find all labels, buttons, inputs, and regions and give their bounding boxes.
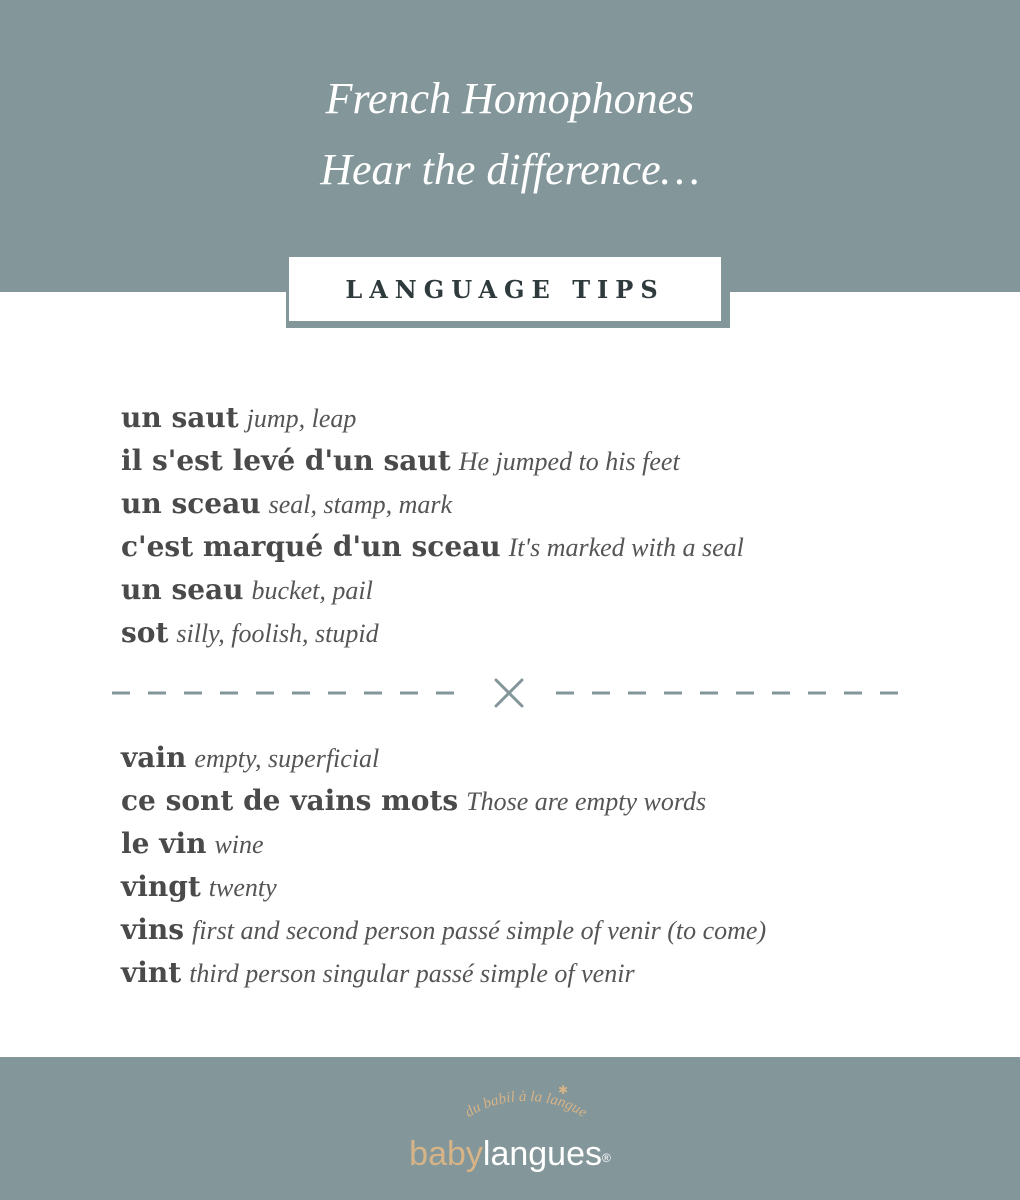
entry-definition: twenty <box>208 873 277 902</box>
entry-term: c'est marqué d'un sceau <box>121 530 501 563</box>
brand-part-baby: baby <box>409 1135 483 1173</box>
entry-term: sot <box>121 616 169 649</box>
entry-row <box>121 779 981 822</box>
entry-term: le vin <box>121 827 207 860</box>
cross-icon <box>496 680 522 706</box>
entry-definition: first and second person passé simple of venir (to come) <box>192 916 767 945</box>
entry-term: vingt <box>121 870 201 903</box>
page-title-line-1: French Homophones <box>325 74 695 123</box>
entry-row <box>121 568 981 611</box>
entry-row <box>121 396 981 439</box>
brand-logo <box>0 1132 1020 1176</box>
section-divider <box>112 677 908 709</box>
homophone-group-1 <box>121 396 981 654</box>
entry-term: il s'est levé d'un saut <box>121 444 451 477</box>
entry-row <box>121 736 981 779</box>
entry-term: un seau <box>121 573 244 606</box>
entry-term: un sceau <box>121 487 261 520</box>
entry-row <box>121 951 981 994</box>
entry-term: vint <box>121 956 182 989</box>
entry-row <box>121 865 981 908</box>
brand-part-langues: langues <box>482 1135 602 1173</box>
language-tips-label: LANGUAGE TIPS <box>289 257 721 321</box>
entry-definition: third person singular passé simple of venir <box>189 959 635 988</box>
entry-definition: He jumped to his feet <box>458 447 680 476</box>
entry-row <box>121 908 981 951</box>
entry-definition: bucket, pail <box>251 576 373 605</box>
entry-term: un saut <box>121 401 239 434</box>
tagline-text: du babil à la langue <box>462 1088 590 1121</box>
brand-tagline <box>436 1068 616 1138</box>
entry-definition: jump, leap <box>246 404 357 433</box>
entry-definition: wine <box>214 830 264 859</box>
page-title-line-2: Hear the difference… <box>320 145 700 194</box>
entry-row <box>121 525 981 568</box>
entry-definition: It's marked with a seal <box>508 533 744 562</box>
svg-text:du babil à la langue <box>462 1089 590 1121</box>
entry-row <box>121 611 981 654</box>
entry-definition: empty, superficial <box>194 744 380 773</box>
entry-term: vins <box>121 913 185 946</box>
homophone-group-2 <box>121 736 981 994</box>
entry-row <box>121 482 981 525</box>
entry-term: ce sont de vains mots <box>121 784 459 817</box>
entry-row <box>121 439 981 482</box>
entry-definition: Those are empty words <box>466 787 707 816</box>
registered-mark: ® <box>602 1151 611 1165</box>
star-icon: ✱ <box>558 1083 569 1097</box>
language-tips-badge <box>286 254 730 328</box>
entry-definition: seal, stamp, mark <box>268 490 453 519</box>
entry-row <box>121 822 981 865</box>
entry-definition: silly, foolish, stupid <box>176 619 379 648</box>
entry-term: vain <box>121 741 187 774</box>
